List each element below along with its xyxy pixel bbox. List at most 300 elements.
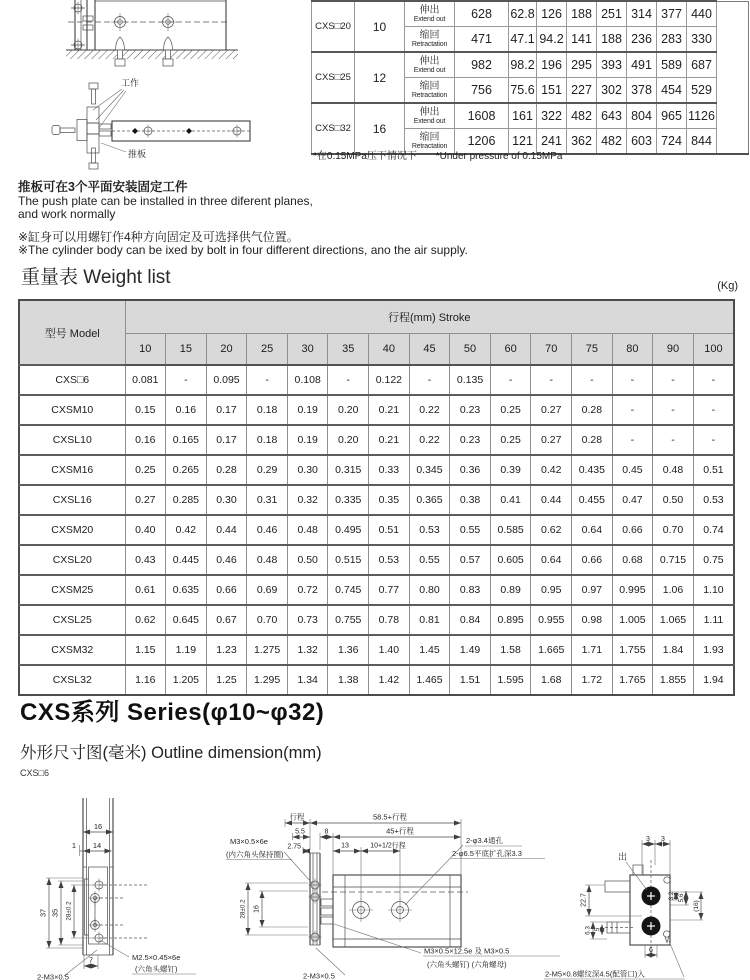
force-row: [312, 103, 749, 129]
weight-value-cell: -: [328, 365, 369, 395]
weight-value-cell: 0.98: [572, 605, 613, 635]
weight-row: [19, 425, 734, 455]
weight-value-cell: -: [409, 365, 450, 395]
weight-row: [19, 635, 734, 665]
weight-value-cell: 0.445: [166, 545, 207, 575]
weight-value-cell: -: [247, 365, 288, 395]
weight-value-cell: 0.95: [531, 575, 572, 605]
section-subtitle: 外形尺寸图(毫米) Outline dimension(mm): [20, 744, 322, 762]
weight-value-cell: -: [531, 365, 572, 395]
weight-value-cell: -: [693, 425, 734, 455]
weight-value-cell: 0.265: [166, 455, 207, 485]
weight-value-cell: 1.10: [693, 575, 734, 605]
model-cell: CXSL16: [19, 485, 125, 515]
weight-value-cell: 0.27: [531, 395, 572, 425]
weight-value-cell: 0.57: [450, 545, 491, 575]
weight-value-cell: 1.205: [166, 665, 207, 695]
weight-value-cell: 0.50: [287, 545, 328, 575]
stroke-col-header: 20: [206, 334, 247, 366]
end-view: [544, 836, 703, 979]
side-hole1-label: 2-φ3.4通孔: [466, 836, 503, 845]
weight-value-cell: 0.35: [369, 485, 410, 515]
front-view: [37, 798, 196, 980]
side-dim-13: 13: [341, 842, 349, 850]
weight-value-cell: 0.28: [572, 425, 613, 455]
weight-value-cell: 0.19: [287, 425, 328, 455]
model-label: CXS□6: [20, 768, 49, 778]
weight-value-cell: 0.45: [612, 455, 653, 485]
stroke-header: 行程(mm) Stroke: [125, 300, 734, 334]
weight-value-cell: 1.005: [612, 605, 653, 635]
weight-table: [18, 299, 735, 696]
force-value-cell: 302: [597, 78, 627, 104]
weight-value-cell: 0.70: [247, 605, 288, 635]
force-value-cell: 47.1: [509, 27, 537, 53]
stroke-col-header: 35: [328, 334, 369, 366]
weight-value-cell: 0.46: [247, 515, 288, 545]
weight-value-cell: 0.62: [531, 515, 572, 545]
weight-value-cell: 0.095: [206, 365, 247, 395]
weight-value-cell: 0.55: [450, 515, 491, 545]
weight-value-cell: 0.122: [369, 365, 410, 395]
model-cell: CXSM25: [19, 575, 125, 605]
weight-value-cell: 1.45: [409, 635, 450, 665]
side-dim-28: 28±0.2: [239, 899, 247, 919]
force-value-cell: 98.2: [509, 52, 537, 78]
weight-value-cell: 0.25: [125, 455, 166, 485]
direction-cell: [405, 103, 455, 129]
weight-value-cell: 0.16: [125, 425, 166, 455]
note-push-zh: 推板可在3个平面安装固定工件: [18, 180, 188, 194]
weight-value-cell: 0.755: [328, 605, 369, 635]
weight-value-cell: 0.345: [409, 455, 450, 485]
weight-value-cell: 0.081: [125, 365, 166, 395]
force-value-cell: 454: [657, 78, 687, 104]
weight-value-cell: 0.285: [166, 485, 207, 515]
stroke-col-header: 60: [490, 334, 531, 366]
weight-value-cell: 0.64: [572, 515, 613, 545]
weight-value-cell: 0.29: [247, 455, 288, 485]
model-cell: CXSL32: [19, 665, 125, 695]
weight-value-cell: 0.74: [693, 515, 734, 545]
direction-cell: [405, 1, 455, 27]
end-dim-5: 5: [594, 927, 601, 932]
weight-value-cell: 1.93: [693, 635, 734, 665]
weight-value-cell: -: [693, 395, 734, 425]
weight-value-cell: 0.31: [247, 485, 288, 515]
weight-value-cell: 0.39: [490, 455, 531, 485]
end-dim-6-3: 6.3: [584, 926, 592, 935]
weight-value-cell: 1.42: [369, 665, 410, 695]
weight-value-cell: 0.51: [369, 515, 410, 545]
weight-value-cell: 1.68: [531, 665, 572, 695]
front-dim-1: 1: [71, 841, 77, 850]
weight-value-cell: 0.15: [125, 395, 166, 425]
force-table: [311, 0, 749, 155]
weight-value-cell: 1.32: [287, 635, 328, 665]
direction-zh: 缩回: [419, 131, 440, 143]
front-dim-16: 16: [93, 822, 103, 831]
weight-unit: (Kg): [717, 280, 738, 292]
weight-row: [19, 515, 734, 545]
force-value-cell: 62.8: [509, 1, 537, 27]
weight-value-cell: 0.66: [572, 545, 613, 575]
weight-value-cell: 0.635: [166, 575, 207, 605]
weight-value-cell: -: [166, 365, 207, 395]
force-row: [312, 52, 749, 78]
force-model-cell: CXS□32: [312, 103, 355, 154]
weight-value-cell: 0.23: [450, 425, 491, 455]
weight-value-cell: -: [693, 365, 734, 395]
force-value-cell: 804: [627, 103, 657, 129]
weight-value-cell: 0.435: [572, 455, 613, 485]
direction-en: Extend out: [413, 66, 446, 74]
weight-value-cell: 1.34: [287, 665, 328, 695]
weight-value-cell: 0.68: [612, 545, 653, 575]
weight-value-cell: 0.64: [531, 545, 572, 575]
weight-value-cell: 0.80: [409, 575, 450, 605]
weight-value-cell: 0.46: [206, 545, 247, 575]
weight-list-title: 重量表 Weight list: [21, 267, 171, 288]
force-table-footnote: [313, 147, 578, 162]
side-tap-label: 2-M3×0.5: [303, 971, 335, 980]
weight-row: [19, 545, 734, 575]
side-dim-stroke: 行程: [289, 812, 305, 822]
weight-value-cell: 0.20: [328, 395, 369, 425]
stroke-col-header: 80: [612, 334, 653, 366]
force-value-cell: 589: [657, 52, 687, 78]
weight-value-cell: 0.21: [369, 395, 410, 425]
weight-value-cell: 1.855: [653, 665, 694, 695]
weight-value-cell: 0.81: [409, 605, 450, 635]
weight-value-cell: 1.71: [572, 635, 613, 665]
weight-value-cell: 0.955: [531, 605, 572, 635]
note-body-en: ※The cylinder body can be ixed by bolt in four different directions, ano the air supply.: [18, 243, 468, 257]
force-model-cell: CXS□20: [312, 1, 355, 52]
weight-row: [19, 665, 734, 695]
weight-value-cell: 0.108: [287, 365, 328, 395]
weight-value-cell: 0.315: [328, 455, 369, 485]
weight-value-cell: 0.495: [328, 515, 369, 545]
force-model-cell: CXS□25: [312, 52, 355, 103]
direction-zh: 伸出: [419, 55, 440, 67]
weight-value-cell: 0.44: [531, 485, 572, 515]
weight-value-cell: 0.22: [409, 395, 450, 425]
force-value-cell: 724: [657, 129, 687, 155]
weight-value-cell: 0.44: [206, 515, 247, 545]
weight-value-cell: 0.50: [653, 485, 694, 515]
force-value-cell: 188: [567, 1, 597, 27]
mounting-diagrams: [30, 0, 280, 178]
side-bolt-label: M3×0.5×12.5e 及 M3×0.5: [424, 946, 510, 956]
force-value-cell: 330: [687, 27, 717, 53]
weight-row: [19, 395, 734, 425]
force-value-cell: 314: [627, 1, 657, 27]
force-bore-cell: 10: [355, 1, 405, 52]
weight-value-cell: 0.745: [328, 575, 369, 605]
weight-value-cell: 0.97: [572, 575, 613, 605]
weight-table-body: [19, 365, 734, 695]
outline-drawings: [0, 788, 750, 980]
force-row: [312, 1, 749, 27]
force-value-cell: 482: [567, 103, 597, 129]
notes-block: [18, 181, 468, 258]
note-body-zh: ※缸身可以用螺钉作4种方向固定及可选择供气位置。: [18, 229, 299, 244]
footnote-zh: *在0.15MPa压下情况下: [313, 151, 417, 162]
model-cell: CXS□6: [19, 365, 125, 395]
direction-en: Retractation: [411, 91, 448, 99]
weight-value-cell: 0.61: [125, 575, 166, 605]
weight-value-cell: 0.89: [490, 575, 531, 605]
stroke-col-header: 100: [693, 334, 734, 366]
end-port-label: 2-M5×0.8螺纹深4.5(配管口)入: [545, 969, 645, 979]
weight-value-cell: 0.335: [328, 485, 369, 515]
side-dim-8: 8: [324, 828, 329, 836]
side-dim-10half: 10+1/2行程: [370, 842, 406, 850]
weight-value-cell: 0.36: [450, 455, 491, 485]
weight-value-cell: 0.455: [572, 485, 613, 515]
stroke-col-header: 25: [247, 334, 288, 366]
weight-value-cell: 0.66: [612, 515, 653, 545]
direction-en: Extend out: [413, 15, 446, 23]
work-label: 工作: [120, 78, 140, 88]
note-push-en1: The push plate can be installed in three diferent planes,: [18, 193, 313, 208]
force-value-cell: 982: [455, 52, 509, 78]
direction-en: Retractation: [411, 40, 448, 48]
weight-value-cell: -: [490, 365, 531, 395]
weight-value-cell: 1.23: [206, 635, 247, 665]
weight-value-cell: 1.84: [653, 635, 694, 665]
weight-value-cell: 0.48: [247, 545, 288, 575]
weight-value-cell: 1.465: [409, 665, 450, 695]
weight-value-cell: 0.21: [369, 425, 410, 455]
weight-value-cell: 0.20: [328, 425, 369, 455]
weight-value-cell: 1.065: [653, 605, 694, 635]
front-dim-28: 28±0.2: [65, 901, 73, 921]
force-value-cell: 687: [687, 52, 717, 78]
weight-value-cell: 0.53: [693, 485, 734, 515]
weight-value-cell: 0.16: [166, 395, 207, 425]
stroke-col-header: 50: [450, 334, 491, 366]
weight-value-cell: -: [612, 365, 653, 395]
end-dim-5-6: 5.6: [678, 893, 685, 903]
weight-value-cell: 0.55: [409, 545, 450, 575]
weight-value-cell: 0.18: [247, 425, 288, 455]
force-value-cell: 322: [537, 103, 567, 129]
weight-value-cell: 0.40: [125, 515, 166, 545]
weight-value-cell: 0.605: [490, 545, 531, 575]
force-value-cell: 121: [509, 129, 537, 155]
force-value-cell: 440: [687, 1, 717, 27]
direction-cell: [405, 78, 455, 104]
weight-value-cell: 1.51: [450, 665, 491, 695]
weight-value-cell: 0.43: [125, 545, 166, 575]
stroke-col-header: 15: [166, 334, 207, 366]
weight-value-cell: 0.73: [287, 605, 328, 635]
model-header: 型号 Model: [19, 300, 125, 365]
side-dim-2-75: 2.75: [287, 843, 301, 851]
weight-value-cell: 1.755: [612, 635, 653, 665]
weight-value-cell: 1.765: [612, 665, 653, 695]
weight-value-cell: -: [572, 365, 613, 395]
end-dim-6: 6: [649, 947, 653, 954]
weight-value-cell: 0.62: [125, 605, 166, 635]
weight-value-cell: 1.94: [693, 665, 734, 695]
weight-value-cell: 0.67: [206, 605, 247, 635]
weight-value-cell: 1.72: [572, 665, 613, 695]
weight-value-cell: 1.38: [328, 665, 369, 695]
model-cell: CXSL20: [19, 545, 125, 575]
weight-value-cell: 0.51: [693, 455, 734, 485]
weight-value-cell: 0.17: [206, 425, 247, 455]
section-title: CXS系列 Series(φ10~φ32): [20, 699, 325, 726]
weight-value-cell: 0.19: [287, 395, 328, 425]
force-value-cell: 151: [537, 78, 567, 104]
weight-value-cell: 0.33: [369, 455, 410, 485]
weight-value-cell: 0.53: [369, 545, 410, 575]
direction-en: Retractation: [411, 142, 448, 150]
front-dim-35: 35: [50, 908, 60, 918]
end-dim-16: (16): [693, 900, 700, 912]
weight-value-cell: -: [653, 365, 694, 395]
footnote-en: *Under pressure of 0.15MPa: [435, 151, 563, 162]
force-value-cell: 126: [537, 1, 567, 27]
weight-value-cell: 0.585: [490, 515, 531, 545]
model-cell: CXSM10: [19, 395, 125, 425]
weight-row: [19, 575, 734, 605]
wall-mount-view: [66, 0, 238, 66]
weight-value-cell: -: [612, 425, 653, 455]
direction-zh: 伸出: [419, 4, 440, 16]
weight-value-cell: 0.23: [450, 395, 491, 425]
weight-value-cell: 0.41: [490, 485, 531, 515]
weight-value-cell: 0.30: [287, 455, 328, 485]
force-value-cell: 94.2: [537, 27, 567, 53]
force-value-cell: 491: [627, 52, 657, 78]
side-hole2-label: 2-φ6.5平底扩孔深3.3: [452, 849, 522, 858]
weight-value-cell: 0.515: [328, 545, 369, 575]
side-dim-16: 16: [253, 905, 261, 913]
weight-value-cell: 1.49: [450, 635, 491, 665]
force-value-cell: 377: [657, 1, 687, 27]
force-value-cell: 529: [687, 78, 717, 104]
weight-value-cell: 0.42: [531, 455, 572, 485]
weight-value-cell: 0.77: [369, 575, 410, 605]
weight-value-cell: 0.645: [166, 605, 207, 635]
force-value-cell: 227: [567, 78, 597, 104]
model-cell: CXSM16: [19, 455, 125, 485]
weight-value-cell: 1.275: [247, 635, 288, 665]
end-dim-3b: 3: [661, 836, 665, 843]
weight-value-cell: 1.11: [693, 605, 734, 635]
model-cell: CXSL25: [19, 605, 125, 635]
direction-cell: [405, 27, 455, 53]
weight-value-cell: 0.165: [166, 425, 207, 455]
weight-value-cell: 0.84: [450, 605, 491, 635]
front-dim-7: 7: [88, 955, 94, 965]
side-bolt-note: (六角头螺钉) (六角螺母): [427, 960, 507, 969]
weight-value-cell: 1.36: [328, 635, 369, 665]
front-dim-37: 37: [38, 908, 48, 918]
weight-value-cell: 1.06: [653, 575, 694, 605]
stroke-col-header: 40: [369, 334, 410, 366]
weight-row: [19, 365, 734, 395]
weight-value-cell: 0.42: [166, 515, 207, 545]
weight-value-cell: 0.38: [450, 485, 491, 515]
weight-value-cell: 0.66: [206, 575, 247, 605]
force-value-cell: 603: [627, 129, 657, 155]
weight-value-cell: 1.295: [247, 665, 288, 695]
force-table-body: [312, 1, 749, 154]
weight-value-cell: -: [653, 425, 694, 455]
weight-value-cell: 0.70: [653, 515, 694, 545]
direction-zh: 缩回: [419, 80, 440, 92]
force-value-cell: 362: [567, 129, 597, 155]
direction-zh: 伸出: [419, 106, 440, 118]
force-value-cell: 1126: [687, 103, 717, 129]
force-value-cell: 188: [597, 27, 627, 53]
direction-zh: 缩回: [419, 29, 440, 41]
front-screw-note: (六角头螺钉): [135, 964, 178, 974]
stroke-col-header: 90: [653, 334, 694, 366]
force-value-cell: 965: [657, 103, 687, 129]
end-dim-22-7: 22.7: [580, 893, 588, 907]
stroke-col-header: 10: [125, 334, 166, 366]
weight-value-cell: 0.28: [572, 395, 613, 425]
weight-value-cell: 1.16: [125, 665, 166, 695]
weight-value-cell: 0.30: [206, 485, 247, 515]
force-value-cell: 643: [597, 103, 627, 129]
force-value-cell: 393: [597, 52, 627, 78]
force-value-cell: 161: [509, 103, 537, 129]
force-value-cell: 141: [567, 27, 597, 53]
force-value-cell: 1608: [455, 103, 509, 129]
side-view: [226, 812, 560, 980]
force-value-cell: 283: [657, 27, 687, 53]
weight-value-cell: 1.665: [531, 635, 572, 665]
weight-value-cell: 0.69: [247, 575, 288, 605]
weight-row: [19, 455, 734, 485]
front-tap-label: 2-M3×0.5: [37, 972, 69, 980]
weight-value-cell: 0.995: [612, 575, 653, 605]
weight-row: [19, 485, 734, 515]
front-screw-label: M2.5×0.45×6e: [132, 953, 181, 962]
force-value-cell: 236: [627, 27, 657, 53]
push-plate-label: 推板: [127, 149, 147, 159]
force-value-cell: 378: [627, 78, 657, 104]
weight-value-cell: 0.78: [369, 605, 410, 635]
stroke-header-row: [19, 334, 734, 366]
force-value-cell: 628: [455, 1, 509, 27]
force-value-cell: 1206: [455, 129, 509, 155]
force-bore-cell: 12: [355, 52, 405, 103]
weight-value-cell: 0.365: [409, 485, 450, 515]
weight-value-cell: 0.75: [693, 545, 734, 575]
weight-value-cell: 0.895: [490, 605, 531, 635]
weight-value-cell: 1.25: [206, 665, 247, 695]
force-bore-cell: 16: [355, 103, 405, 154]
force-value-cell: 471: [455, 27, 509, 53]
direction-cell: [405, 52, 455, 78]
weight-value-cell: 0.25: [490, 425, 531, 455]
weight-value-cell: 0.83: [450, 575, 491, 605]
stroke-col-header: 30: [287, 334, 328, 366]
weight-value-cell: 0.135: [450, 365, 491, 395]
force-value-cell: 75.6: [509, 78, 537, 104]
direction-en: Extend out: [413, 117, 446, 125]
end-dim-3a: 3: [646, 836, 650, 843]
weight-value-cell: 0.48: [653, 455, 694, 485]
